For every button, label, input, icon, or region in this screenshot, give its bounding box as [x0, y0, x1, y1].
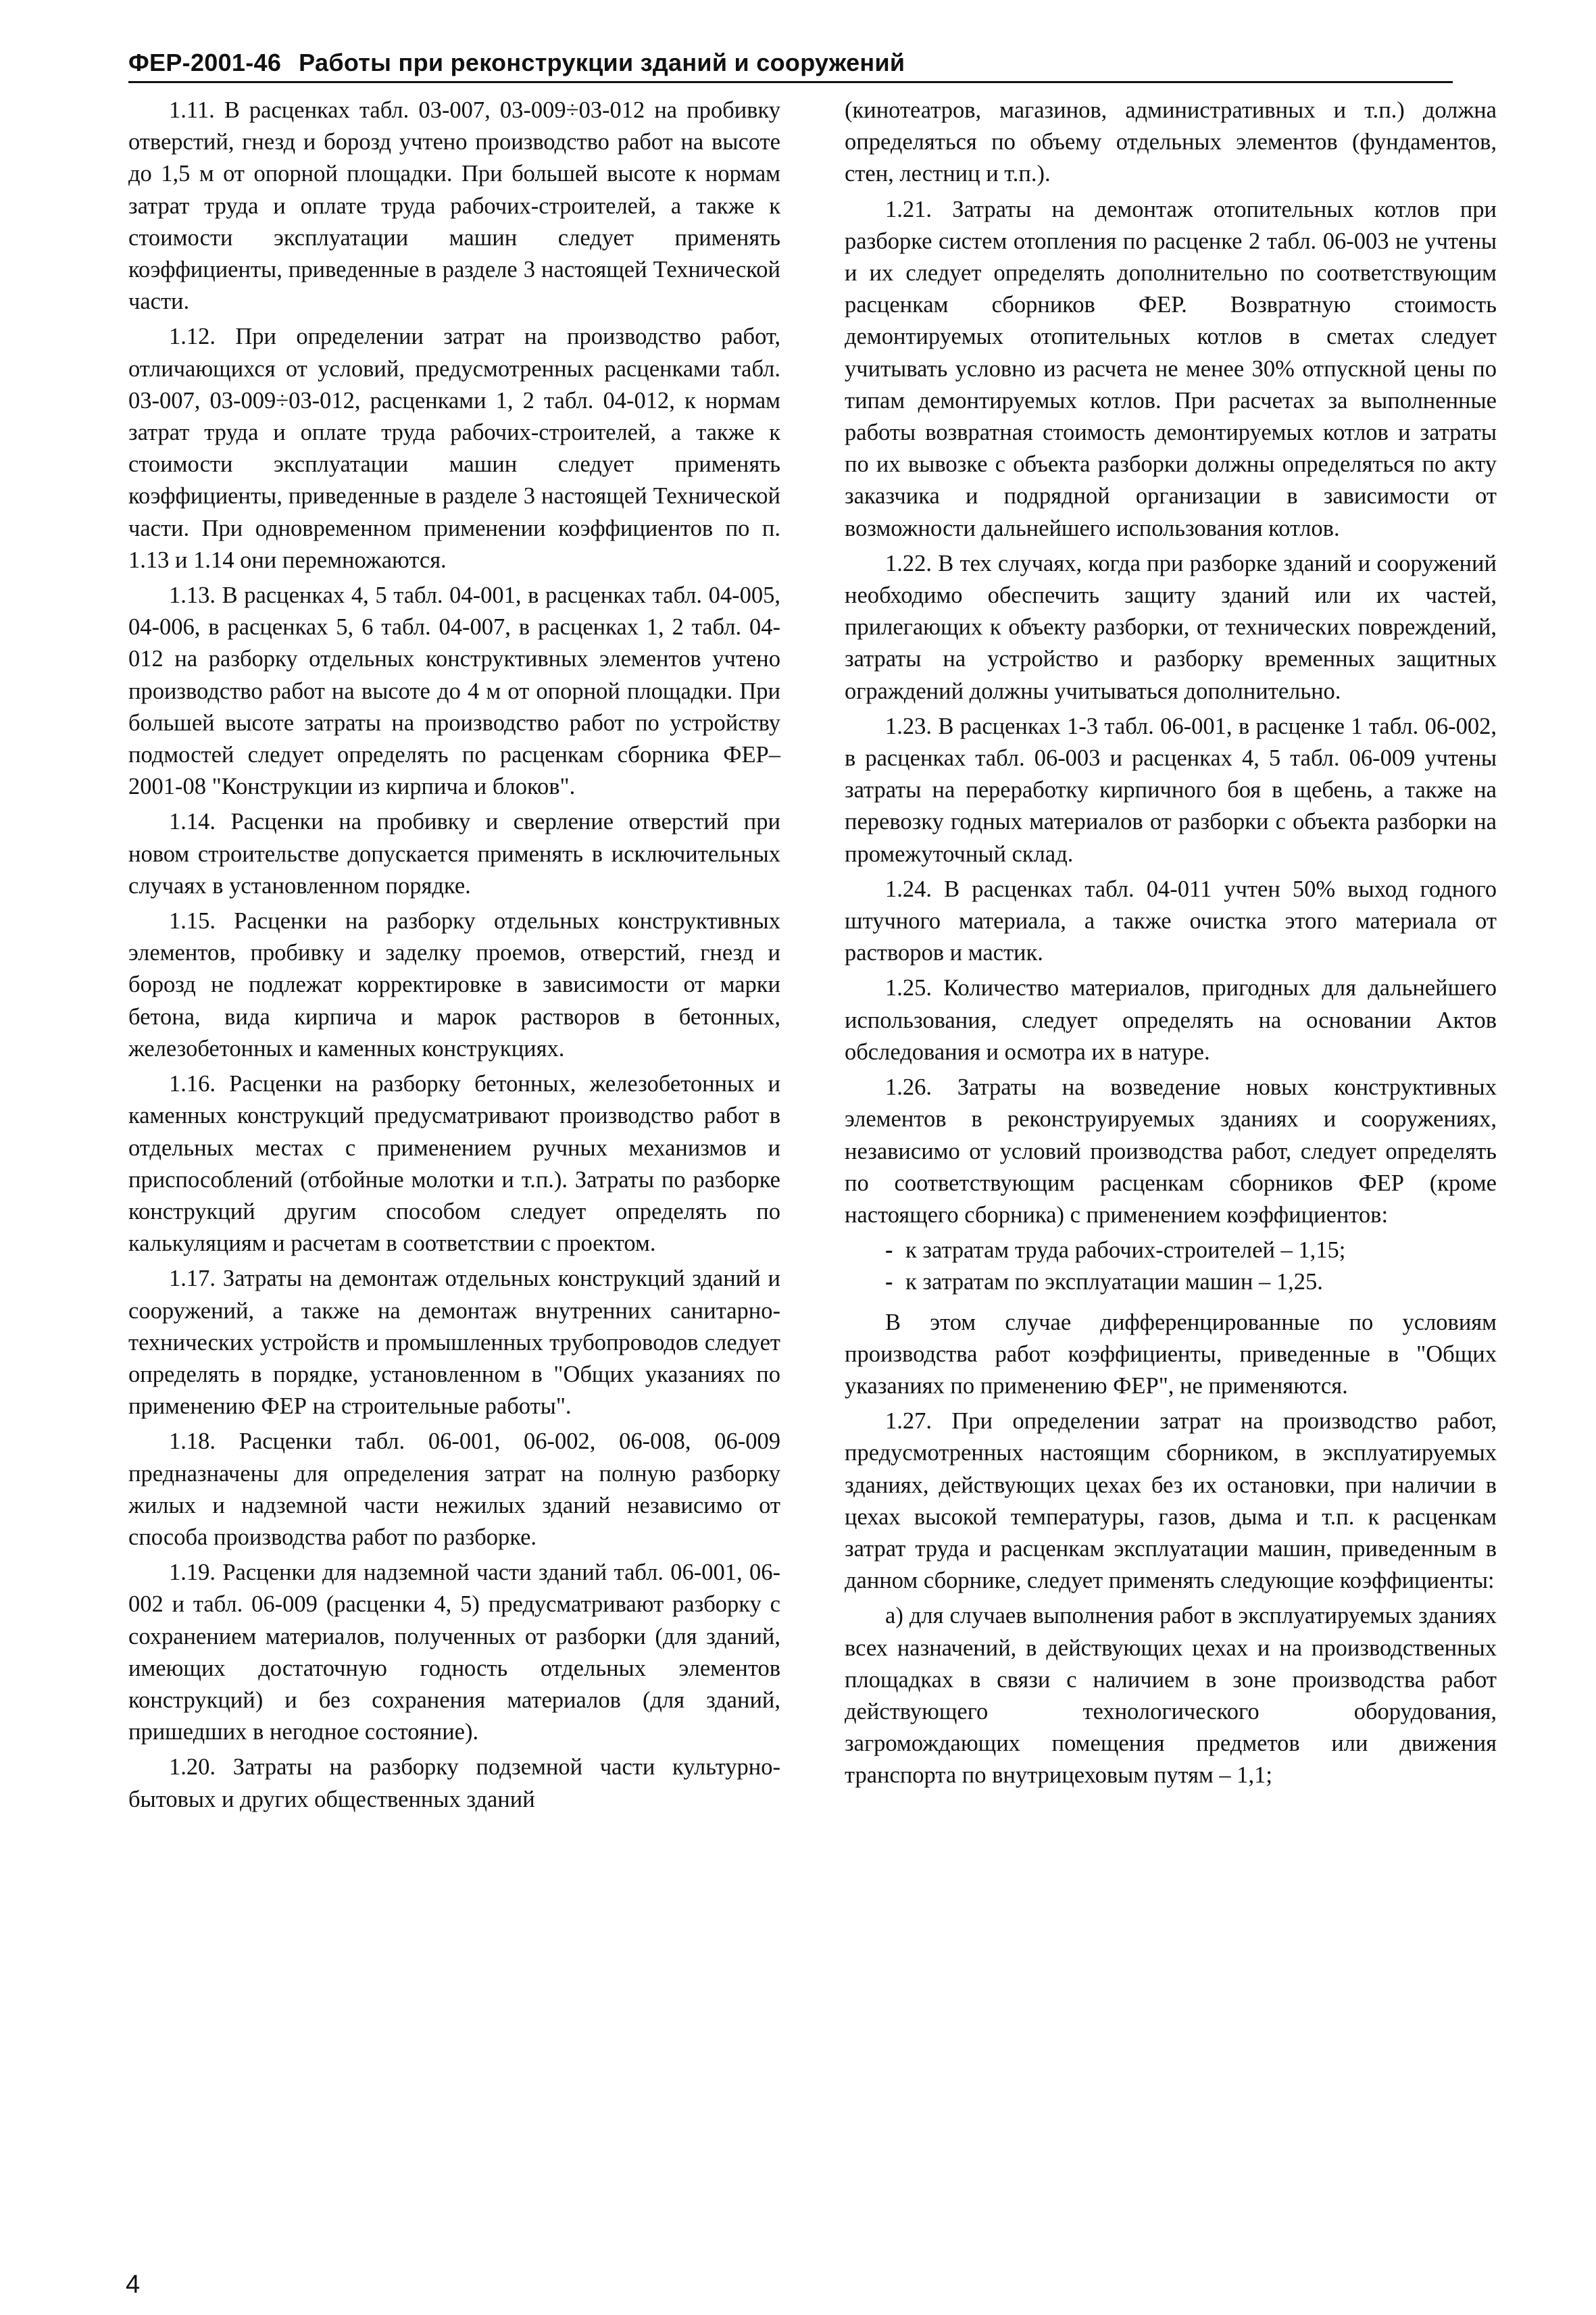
- paragraph-1-21: 1.21. Затраты на демонтаж отопительных котлов при разборке систем отопления по расценке 2 табл. 06-003 не учтены и их следует определять дополнительно по соответствующим расценкам сборников ФЕР. Возвратную стоимость демонтируемых отопительных котлов в сметах следует учитывать условно из расчета не менее 30% отпускной цены по типам демонтируемых котлов. При расчетах за выполненные работы возвратная стоимость демонтируемых котлов и затраты по их вывозке с объекта разборки должны определяться по акту заказчика и подрядной организации в зависимости от возможности дальнейшего использования котлов.: [845, 196, 1497, 541]
- paragraph-1-27: 1.27. При определении затрат на производство работ, предусмотренных настоящим сборником, в эксплуатируемых зданиях, действующих цехах без их остановки, при наличии в цехах высокой температуры, газов, дыма и т.п. к расценкам затрат труда и расценкам эксплуатации машин, приведенным в данном сборнике, следует применять следующие коэффициенты:: [845, 1408, 1497, 1594]
- paragraph-1-20-start: 1.20. Затраты на разборку подземной части культурно-бытовых и других общественных зданий: [128, 1754, 780, 1812]
- paragraph-1-15: 1.15. Расценки на разборку отдельных конструктивных элементов, пробивку и заделку проемов, отверстий, гнезд и борозд не подлежат корректировке в зависимости от марки бетона, вида кирпича и марок растворов в бетонных, железобетонных и каменных конструкциях.: [128, 908, 780, 1062]
- list-item-text: к затратам по эксплуатации машин – 1,25.: [905, 1269, 1323, 1295]
- paragraph-1-20-continuation: (кинотеатров, магазинов, административных и т.п.) должна определяться по объему отдельных элементов (фундаментов, стен, лестниц и т.п.).: [845, 97, 1497, 187]
- list-bullet: -: [885, 1269, 893, 1295]
- paragraph-1-17: 1.17. Затраты на демонтаж отдельных конструкций зданий и сооружений, а также на демонтаж внутренних санитарно-технических устройств и промышленных трубопроводов следует определять в порядке, установленном в "Общих указаниях по применению ФЕР на строительные работы".: [128, 1266, 780, 1420]
- header-title: Работы при реконструкции зданий и сооружений: [299, 49, 905, 76]
- paragraph-1-26-note: В этом случае дифференцированные по условиям производства работ коэффициенты, приведенные в "Общих указаниях по применению ФЕР", не применяются.: [845, 1309, 1497, 1399]
- paragraph-1-22: 1.22. В тех случаях, когда при разборке зданий и сооружений необходимо обеспечить защиту зданий или их частей, прилегающих к объекту разборки, от технических повреждений, затраты на устройство и разборку временных защитных ограждений должны учитываться дополнительно.: [845, 550, 1497, 704]
- paragraph-1-26: 1.26. Затраты на возведение новых конструктивных элементов в реконструируемых зданиях и сооружениях, независимо от условий производства работ, следует определять по соответствующим расценкам сборников ФЕР (кроме настоящего сборника) с применением коэффициентов:: [845, 1074, 1497, 1228]
- paragraph-1-27-a: а) для случаев выполнения работ в эксплуатируемых зданиях всех назначений, в действующих цехах и на производственных площадках в связи с наличием в зоне производства работ действующего технологического оборудования, загромождающих помещения предметов или движения транспорта по внутрицеховым путям – 1,1;: [845, 1603, 1497, 1789]
- paragraph-1-14: 1.14. Расценки на пробивку и сверление отверстий при новом строительстве допускается применять в исключительных случаях в установленном порядке.: [128, 809, 780, 899]
- page-number: 4: [126, 2270, 141, 2299]
- header-code: ФЕР-2001-46: [128, 49, 282, 76]
- paragraph-1-25: 1.25. Количество материалов, пригодных для дальнейшего использования, следует определять на основании Актов обследования и осмотра их в натуре.: [845, 975, 1497, 1065]
- list-item: [845, 1235, 1497, 1266]
- paragraph-1-18: 1.18. Расценки табл. 06-001, 06-002, 06-008, 06-009 предназначены для определения затрат на полную разборку жилых и надземной части нежилых зданий независимо от способа производства работ по разборке.: [128, 1428, 780, 1550]
- left-column: [128, 95, 780, 1819]
- paragraph-1-11: 1.11. В расценках табл. 03-007, 03-009÷03-012 на пробивку отверстий, гнезд и борозд учтено производство работ на высоте до 1,5 м от опорной площадки. При большей высоте к нормам затрат труда и оплате труда рабочих-строителей, а также к стоимости эксплуатации машин следует применять коэффициенты, приведенные в разделе 3 настоящей Технической части.: [128, 97, 780, 315]
- paragraph-1-19: 1.19. Расценки для надземной части зданий табл. 06-001, 06-002 и табл. 06-009 (расценки 4, 5) предусматривают разборку с сохранением материалов, полученных от разборки (для зданий, имеющих достаточную годность отдельных элементов конструкций) и без сохранения материалов (для зданий, пришедших в негодное состояние).: [128, 1560, 780, 1745]
- list-item-text: к затратам труда рабочих-строителей – 1,15;: [905, 1237, 1346, 1264]
- paragraph-1-23: 1.23. В расценках 1-3 табл. 06-001, в расценке 1 табл. 06-002, в расценках табл. 06-003 и расценках 4, 5 табл. 06-009 учтены затраты на переработку кирпичного боя в щебень, а также на перевозку годных материалов от разборки с объекта разборки на промежуточный склад.: [845, 713, 1497, 867]
- list-bullet: -: [885, 1237, 893, 1264]
- paragraph-1-13: 1.13. В расценках 4, 5 табл. 04-001, в расценках табл. 04-005, 04-006, в расценках 5, 6 табл. 04-007, в расценках 1, 2 табл. 04-012 на разборку отдельных конструктивных элементов учтено производство работ на высоте до 4 м от опорной площадки. При большей высоте затраты на производство работ по устройству подмостей следует определять по расценкам сборника ФЕР–2001-08 "Конструкции из кирпича и блоков".: [128, 582, 780, 800]
- paragraph-1-16: 1.16. Расценки на разборку бетонных, железобетонных и каменных конструкций предусматривают производство работ в отдельных местах с применением ручных механизмов и приспособлений (отбойные молотки и т.п.). Затраты по разборке конструкций другим способом следует определять по калькуляциям и расчетам в соответствии с проектом.: [128, 1071, 780, 1257]
- paragraph-1-24: 1.24. В расценках табл. 04-011 учтен 50% выход годного штучного материала, а также очистка этого материала от растворов и мастик.: [845, 876, 1497, 966]
- list-item: [845, 1266, 1497, 1298]
- running-header: [128, 49, 1453, 83]
- paragraph-1-12: 1.12. При определении затрат на производство работ, отличающихся от условий, предусмотренных расценками табл. 03-007, 03-009÷03-012, расценками 1, 2 табл. 04-012, к нормам затрат труда и оплате труда рабочих-строителей, а также к стоимости эксплуатации машин следует применять коэффициенты, приведенные в разделе 3 настоящей Технической части. При одновременном применении коэффициентов по п. 1.13 и 1.14 они перемножаются.: [128, 324, 780, 573]
- right-column: [845, 95, 1497, 1795]
